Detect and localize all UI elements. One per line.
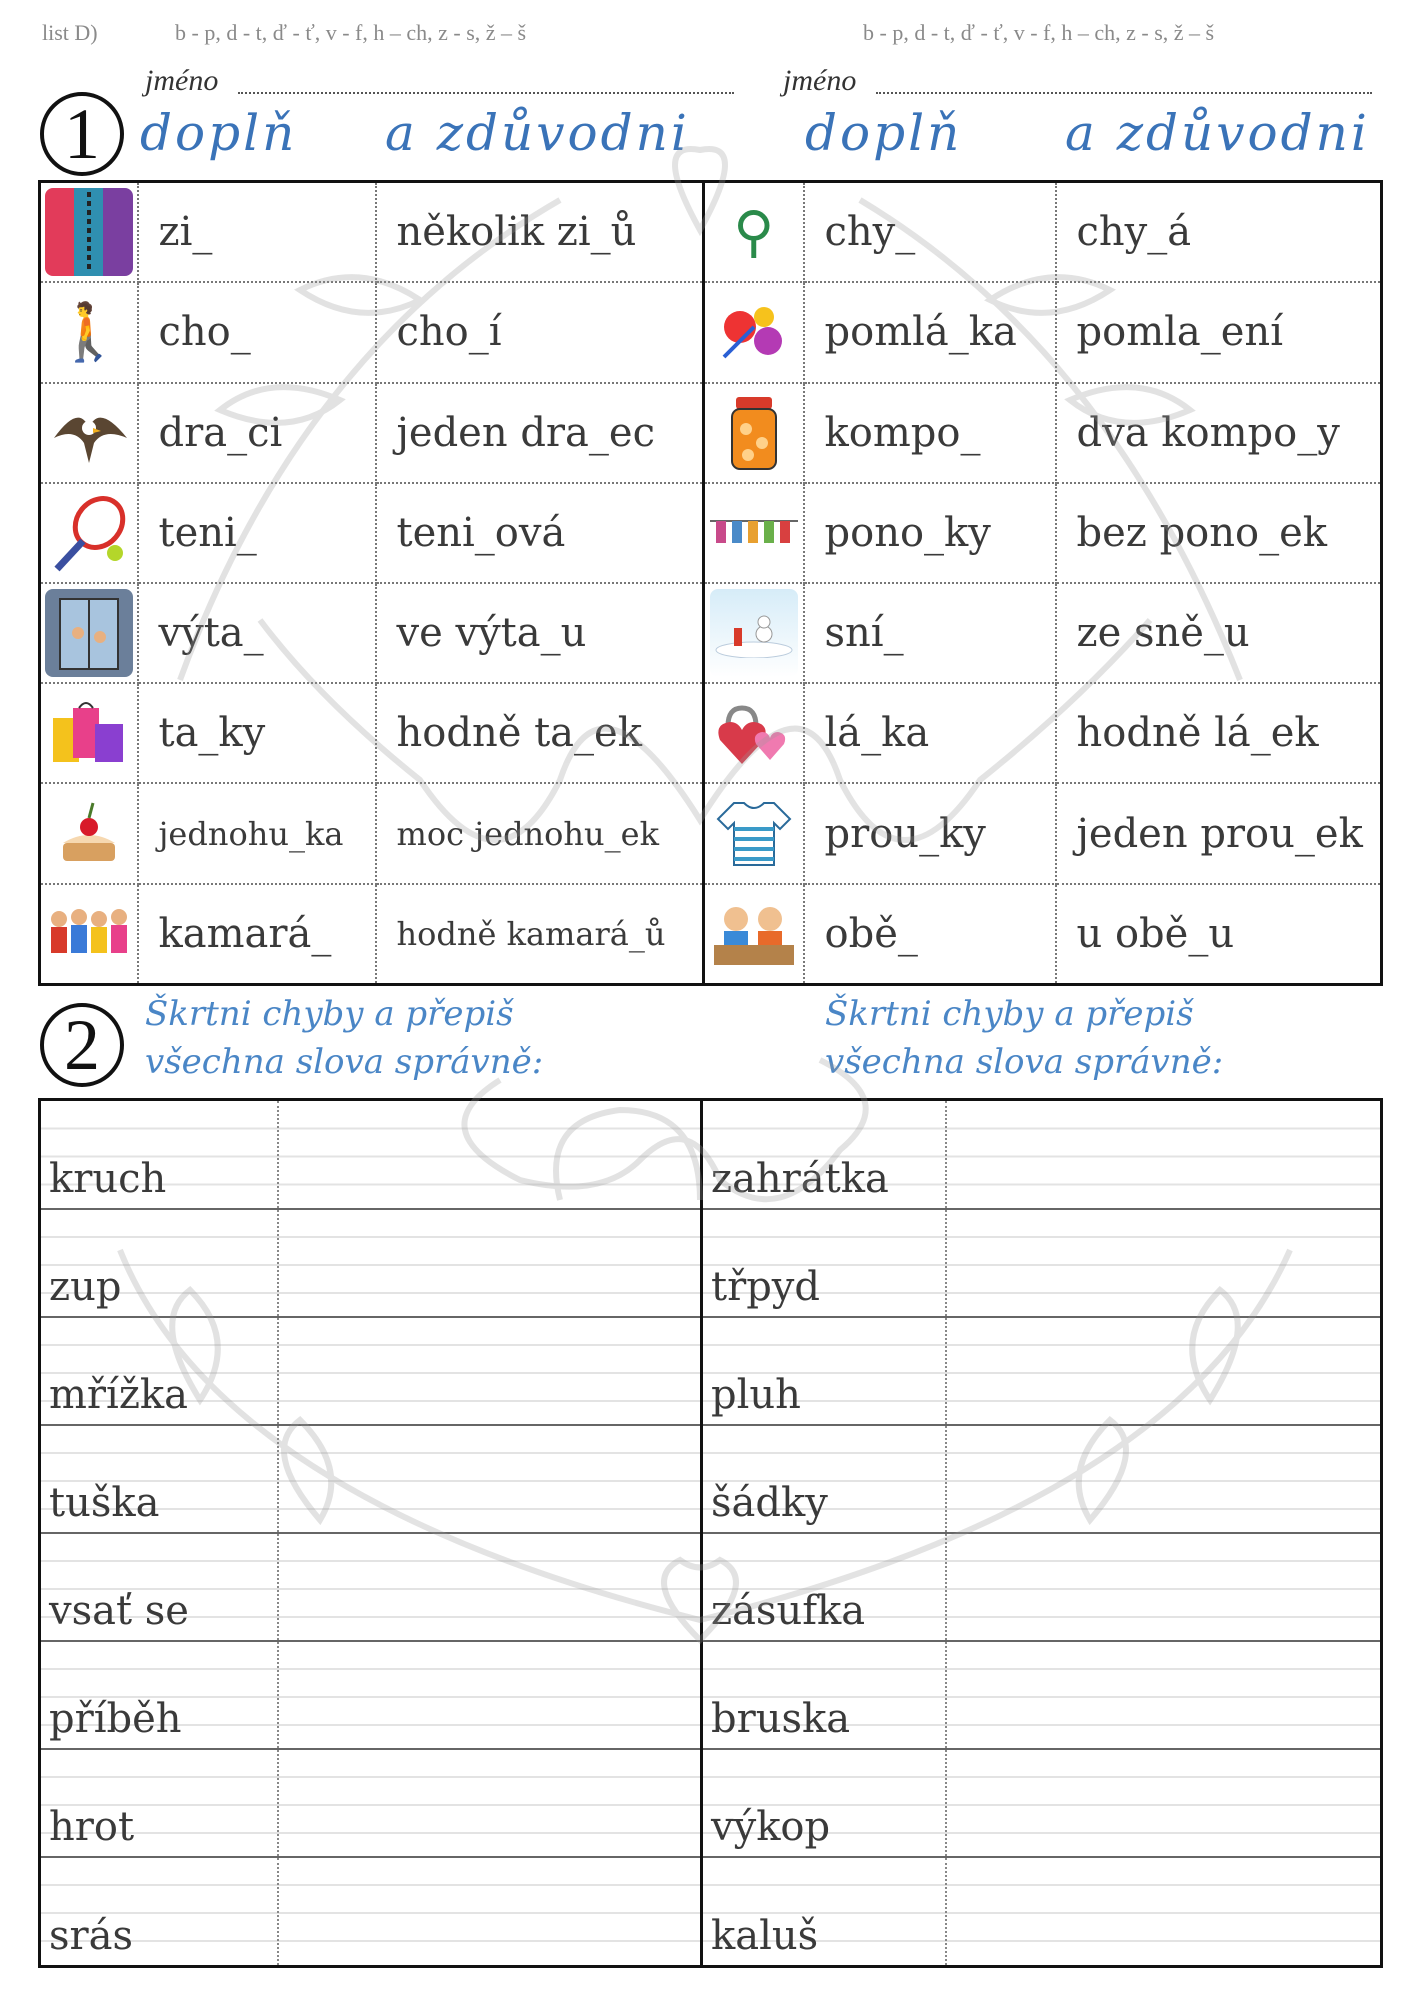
answer-cell[interactable] bbox=[946, 1425, 1382, 1533]
word-cell[interactable]: ve výta_u bbox=[376, 583, 704, 683]
task-1-instruction-left-a: doplň bbox=[140, 104, 298, 162]
answer-cell[interactable] bbox=[946, 1857, 1382, 1966]
misspelled-word: třpyd bbox=[702, 1209, 946, 1317]
fill-in-table bbox=[38, 180, 1383, 986]
misspelled-word: mřížka bbox=[40, 1317, 278, 1425]
misspelled-word: zup bbox=[40, 1209, 278, 1317]
answer-cell[interactable] bbox=[946, 1209, 1382, 1317]
heart-padlock-icon bbox=[710, 689, 798, 777]
zipper-icon bbox=[45, 188, 133, 276]
word-cell[interactable]: chy_á bbox=[1056, 182, 1382, 283]
answer-cell[interactable] bbox=[946, 1317, 1382, 1425]
word-cell[interactable]: dva kompo_y bbox=[1056, 383, 1382, 483]
task-2-instruction-right-2: všechna slova správně: bbox=[825, 1042, 1224, 1082]
snow-scene-icon bbox=[710, 589, 798, 677]
answer-cell[interactable] bbox=[278, 1641, 702, 1749]
elevator-icon bbox=[45, 589, 133, 677]
table-row bbox=[40, 583, 1382, 683]
misspelled-word: bruska bbox=[702, 1641, 946, 1749]
answer-cell[interactable] bbox=[278, 1533, 702, 1641]
word-cell[interactable]: kamará_ bbox=[138, 884, 376, 985]
sheet-label: list D) bbox=[42, 20, 98, 45]
table-row bbox=[40, 1749, 1382, 1857]
answer-cell[interactable] bbox=[278, 1100, 702, 1209]
word-cell[interactable]: dra_ci bbox=[138, 383, 376, 483]
word-cell[interactable]: hodně kamará_ů bbox=[376, 884, 704, 985]
table-row bbox=[40, 1641, 1382, 1749]
table-row bbox=[40, 1209, 1382, 1317]
table-row bbox=[40, 1100, 1382, 1209]
task-2-instruction-left-2: všechna slova správně: bbox=[145, 1042, 544, 1082]
table-row bbox=[40, 1857, 1382, 1966]
striped-shirt-icon bbox=[710, 790, 798, 878]
word-cell[interactable]: jeden dra_ec bbox=[376, 383, 704, 483]
walking-boy-icon: 🚶 bbox=[53, 300, 124, 366]
table-row bbox=[40, 1425, 1382, 1533]
task-1-instruction-left-b: a zdůvodni bbox=[385, 104, 690, 162]
table-row bbox=[40, 182, 1382, 283]
correction-table bbox=[38, 1098, 1383, 1968]
name-line-left[interactable] bbox=[238, 92, 734, 94]
word-cell[interactable]: pomlá_ka bbox=[804, 282, 1056, 382]
tennis-racket-icon bbox=[45, 489, 133, 577]
name-label-left: jméno bbox=[145, 64, 219, 97]
answer-cell[interactable] bbox=[946, 1100, 1382, 1209]
misspelled-word: zásufka bbox=[702, 1533, 946, 1641]
misspelled-word: šádky bbox=[702, 1425, 946, 1533]
candy-lollipop-icon bbox=[710, 288, 798, 376]
word-cell[interactable]: pono_ky bbox=[804, 483, 1056, 583]
word-cell[interactable]: prou_ky bbox=[804, 783, 1056, 883]
word-cell[interactable]: sní_ bbox=[804, 583, 1056, 683]
word-cell[interactable]: cho_í bbox=[376, 282, 704, 382]
answer-cell[interactable] bbox=[278, 1749, 702, 1857]
task-2-number: 2 bbox=[40, 1003, 124, 1087]
cherry-cake-icon bbox=[45, 790, 133, 878]
word-cell[interactable]: jeden prou_ek bbox=[1056, 783, 1382, 883]
butterfly-net-girl-icon: ⚲ bbox=[733, 199, 775, 265]
word-cell[interactable]: teni_ bbox=[138, 483, 376, 583]
word-cell[interactable]: zi_ bbox=[138, 182, 376, 283]
jar-compote-icon bbox=[710, 389, 798, 477]
table-row bbox=[40, 683, 1382, 783]
shopping-bags-icon bbox=[45, 689, 133, 777]
table-row bbox=[40, 282, 1382, 382]
misspelled-word: vsať se bbox=[40, 1533, 278, 1641]
letter-pairs-right: b - p, d - t, ď - ť, v - f, h – ch, z - s, ž – š bbox=[863, 20, 1215, 45]
name-label-right: jméno bbox=[783, 64, 857, 97]
word-cell[interactable]: bez pono_ek bbox=[1056, 483, 1382, 583]
misspelled-word: výkop bbox=[702, 1749, 946, 1857]
misspelled-word: kruch bbox=[40, 1100, 278, 1209]
misspelled-word: hrot bbox=[40, 1749, 278, 1857]
task-2-instruction-right-1: Škrtni chyby a přepiš bbox=[825, 994, 1194, 1034]
answer-cell[interactable] bbox=[278, 1209, 702, 1317]
misspelled-word: pluh bbox=[702, 1317, 946, 1425]
word-cell[interactable]: cho_ bbox=[138, 282, 376, 382]
task-1-instruction-right-a: doplň bbox=[805, 104, 963, 162]
task-1-instruction-right-b: a zdůvodni bbox=[1065, 104, 1370, 162]
word-cell[interactable]: teni_ová bbox=[376, 483, 704, 583]
table-row bbox=[40, 483, 1382, 583]
name-line-right[interactable] bbox=[876, 92, 1372, 94]
misspelled-word: příběh bbox=[40, 1641, 278, 1749]
word-cell[interactable]: jednohu_ka bbox=[138, 783, 376, 883]
table-row bbox=[40, 1533, 1382, 1641]
word-cell[interactable]: pomla_ení bbox=[1056, 282, 1382, 382]
word-cell[interactable]: hodně lá_ek bbox=[1056, 683, 1382, 783]
answer-cell[interactable] bbox=[946, 1749, 1382, 1857]
word-cell[interactable]: obě_ bbox=[804, 884, 1056, 985]
table-row bbox=[40, 783, 1382, 883]
word-cell[interactable]: hodně ta_ek bbox=[376, 683, 704, 783]
word-cell[interactable]: ta_ky bbox=[138, 683, 376, 783]
word-cell[interactable]: ze sně_u bbox=[1056, 583, 1382, 683]
word-cell[interactable]: kompo_ bbox=[804, 383, 1056, 483]
word-cell[interactable]: chy_ bbox=[804, 182, 1056, 283]
word-cell[interactable]: u obě_u bbox=[1056, 884, 1382, 985]
eagle-icon bbox=[45, 389, 133, 477]
socks-line-icon bbox=[710, 489, 798, 577]
word-cell[interactable]: moc jednohu_ek bbox=[376, 783, 704, 883]
word-cell[interactable]: výta_ bbox=[138, 583, 376, 683]
letter-pairs-left: b - p, d - t, ď - ť, v - f, h – ch, z - s, ž – š bbox=[175, 20, 527, 45]
word-cell[interactable]: lá_ka bbox=[804, 683, 1056, 783]
table-row bbox=[40, 1317, 1382, 1425]
answer-cell[interactable] bbox=[946, 1533, 1382, 1641]
kids-lunch-icon bbox=[710, 890, 798, 978]
misspelled-word: srás bbox=[40, 1857, 278, 1966]
misspelled-word: kaluš bbox=[702, 1857, 946, 1966]
task-1-number: 1 bbox=[40, 92, 124, 176]
answer-cell[interactable] bbox=[278, 1425, 702, 1533]
misspelled-word: zahrátka bbox=[702, 1100, 946, 1209]
table-row bbox=[40, 884, 1382, 985]
table-row bbox=[40, 383, 1382, 483]
answer-cell[interactable] bbox=[946, 1641, 1382, 1749]
word-cell[interactable]: několik zi_ů bbox=[376, 182, 704, 283]
misspelled-word: tuška bbox=[40, 1425, 278, 1533]
task-2-instruction-left-1: Škrtni chyby a přepiš bbox=[145, 994, 514, 1034]
answer-cell[interactable] bbox=[278, 1317, 702, 1425]
answer-cell[interactable] bbox=[278, 1857, 702, 1966]
kids-group-icon bbox=[45, 890, 133, 978]
